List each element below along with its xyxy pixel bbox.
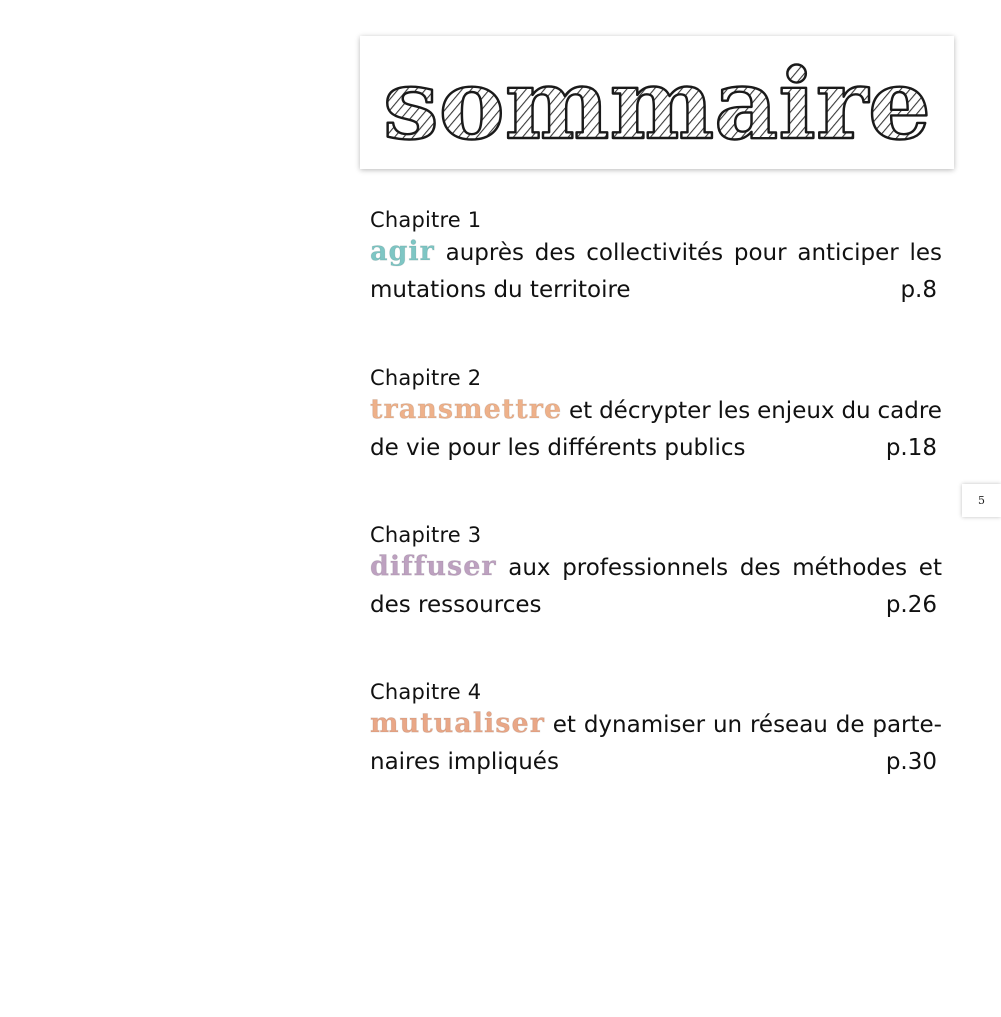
chapter-3 <box>370 522 942 624</box>
chapter-description-line <box>370 271 942 309</box>
word: du <box>841 398 871 424</box>
chapter-description-line <box>370 233 942 271</box>
chapter-label: Chapitre 3 <box>370 523 482 547</box>
word: professionnels <box>562 555 729 581</box>
chapter-label: Chapitre 1 <box>370 208 482 232</box>
page-number-tab: 5 <box>962 484 1001 517</box>
word: les <box>717 398 751 424</box>
chapter-label: Chapitre 2 <box>370 366 482 390</box>
word: aux <box>508 555 551 581</box>
chapter-description-end: naires impliqués <box>370 749 559 775</box>
chapter-keyword: agir <box>370 236 435 267</box>
title-banner <box>360 36 954 169</box>
chapter-1 <box>370 207 942 309</box>
word: des <box>739 555 781 581</box>
word: et <box>918 555 942 581</box>
word: collectivités <box>586 240 724 266</box>
page-reference: p.18 <box>885 435 937 461</box>
word: des <box>534 240 576 266</box>
word: pour <box>733 240 787 266</box>
word: enjeux <box>757 398 835 424</box>
page-reference: p.30 <box>885 749 937 775</box>
word: réseau <box>749 712 828 738</box>
word: dynamiser <box>583 712 706 738</box>
chapter-description-line <box>370 548 942 586</box>
word: auprès <box>445 240 524 266</box>
word: cadre <box>877 398 942 424</box>
chapter-2 <box>370 365 942 467</box>
chapter-description-end: des ressources <box>370 592 542 618</box>
chapter-description-line <box>370 705 942 743</box>
word: un <box>712 712 743 738</box>
word: décrypter <box>599 398 711 424</box>
chapter-description-line <box>370 391 942 429</box>
chapter-keyword: transmettre <box>370 394 563 425</box>
word: les <box>909 240 942 266</box>
page-reference: p.26 <box>885 592 937 618</box>
chapter-description-line <box>370 743 942 781</box>
word: et <box>552 712 576 738</box>
chapter-description-end: mutations du territoire <box>370 277 631 303</box>
word: et <box>569 398 593 424</box>
chapter-keyword: mutualiser <box>370 708 545 739</box>
word: de <box>835 712 865 738</box>
page-reference: p.8 <box>900 277 937 303</box>
chapter-keyword: diffuser <box>370 551 497 582</box>
title-graphic <box>360 36 954 169</box>
chapter-label: Chapitre 4 <box>370 680 482 704</box>
word: parte- <box>872 712 942 738</box>
chapter-description-end: de vie pour les différents publics <box>370 435 746 461</box>
chapter-description-line <box>370 429 942 467</box>
chapter-description-line <box>370 586 942 624</box>
title-text: sommaire <box>383 48 931 161</box>
chapter-4 <box>370 679 942 781</box>
word: méthodes <box>792 555 908 581</box>
word: anticiper <box>797 240 899 266</box>
